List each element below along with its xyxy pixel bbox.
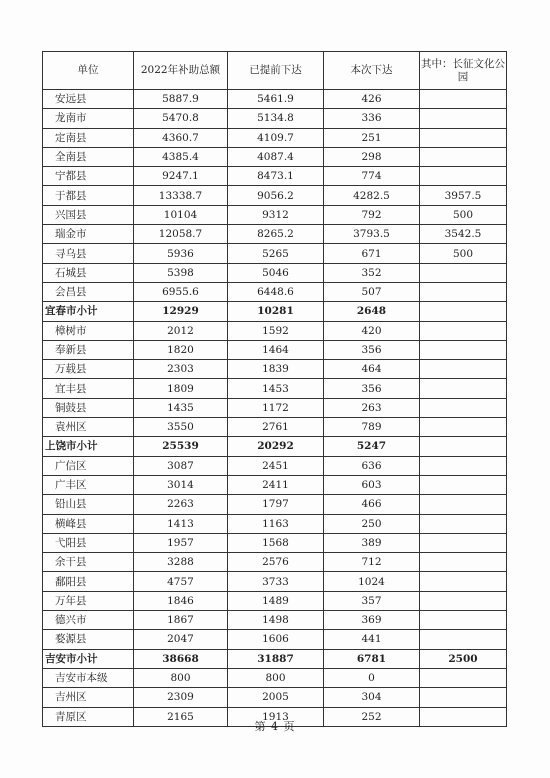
row-total: 1413 [134,514,228,533]
row-advance: 2005 [228,688,324,707]
row-long-march-park: 2500 [420,649,507,668]
row-unit-name: 万年县 [43,591,134,610]
table-row [43,379,507,398]
row-advance: 31887 [228,649,324,668]
row-current: 464 [324,360,420,379]
row-current: 441 [324,630,420,649]
row-unit-name: 定南县 [43,128,134,147]
subtotal-row [43,302,507,321]
row-unit-name: 奉新县 [43,340,134,359]
row-current: 356 [324,340,420,359]
table-row [43,321,507,340]
row-total: 1820 [134,340,228,359]
row-current: 3793.5 [324,225,420,244]
row-current: 369 [324,611,420,630]
table-row [43,147,507,166]
row-total: 9247.1 [134,167,228,186]
row-total: 5936 [134,244,228,263]
row-current: 6781 [324,649,420,668]
row-total: 2263 [134,495,228,514]
row-advance: 1606 [228,630,324,649]
row-advance: 20292 [228,437,324,456]
row-long-march-park [420,495,507,514]
row-current: 352 [324,263,420,282]
row-current: 250 [324,514,420,533]
row-unit-name: 吉安市小计 [43,649,134,668]
header-total: 2022年补助总额 [134,52,228,90]
subsidy-allocation-table [42,51,507,727]
row-long-march-park [420,147,507,166]
row-total: 2012 [134,321,228,340]
row-current: 252 [324,707,420,726]
row-advance: 6448.6 [228,282,324,301]
row-unit-name: 吉安市本级 [43,668,134,687]
row-advance: 1913 [228,707,324,726]
header-advance: 已提前下达 [228,52,324,90]
row-long-march-park [420,514,507,533]
row-total: 5470.8 [134,109,228,128]
row-unit-name: 樟树市 [43,321,134,340]
row-total: 6955.6 [134,282,228,301]
row-unit-name: 宜丰县 [43,379,134,398]
row-current: 507 [324,282,420,301]
row-total: 3087 [134,456,228,475]
row-long-march-park [420,533,507,552]
row-unit-name: 弋阳县 [43,533,134,552]
row-advance: 1172 [228,398,324,417]
row-total: 2047 [134,630,228,649]
row-advance: 1163 [228,514,324,533]
row-total: 4360.7 [134,128,228,147]
table-row [43,514,507,533]
row-unit-name: 袁州区 [43,418,134,437]
row-unit-name: 吉州区 [43,688,134,707]
row-advance: 3733 [228,572,324,591]
row-advance: 5265 [228,244,324,263]
row-advance: 2761 [228,418,324,437]
row-total: 2165 [134,707,228,726]
table-row [43,533,507,552]
table-row [43,495,507,514]
row-advance: 4087.4 [228,147,324,166]
row-total: 12929 [134,302,228,321]
header-unit: 单位 [43,52,134,90]
row-unit-name: 安远县 [43,90,134,109]
row-current: 636 [324,456,420,475]
table-row [43,360,507,379]
row-long-march-park [420,302,507,321]
row-total: 3014 [134,475,228,494]
row-long-march-park [420,591,507,610]
row-unit-name: 青原区 [43,707,134,726]
row-unit-name: 余干县 [43,553,134,572]
row-advance: 9312 [228,205,324,224]
row-advance: 9056.2 [228,186,324,205]
table-row [43,591,507,610]
table-row [43,553,507,572]
row-advance: 1453 [228,379,324,398]
row-total: 5887.9 [134,90,228,109]
table-row [43,475,507,494]
row-current: 603 [324,475,420,494]
row-advance: 5134.8 [228,109,324,128]
row-long-march-park [420,90,507,109]
table-row [43,282,507,301]
row-current: 774 [324,167,420,186]
row-total: 13338.7 [134,186,228,205]
row-advance: 1839 [228,360,324,379]
row-current: 263 [324,398,420,417]
row-total: 5398 [134,263,228,282]
row-long-march-park [420,340,507,359]
row-unit-name: 铜鼓县 [43,398,134,417]
row-current: 426 [324,90,420,109]
table-row [43,630,507,649]
row-current: 712 [324,553,420,572]
row-total: 1957 [134,533,228,552]
row-advance: 1592 [228,321,324,340]
row-advance: 10281 [228,302,324,321]
row-total: 25539 [134,437,228,456]
row-total: 1846 [134,591,228,610]
table-row [43,109,507,128]
row-unit-name: 横峰县 [43,514,134,533]
row-advance: 2451 [228,456,324,475]
table-row [43,186,507,205]
table-row [43,90,507,109]
row-unit-name: 寻乌县 [43,244,134,263]
row-total: 10104 [134,205,228,224]
row-total: 4757 [134,572,228,591]
row-long-march-park [420,611,507,630]
row-unit-name: 石城县 [43,263,134,282]
table-row [43,205,507,224]
row-current: 389 [324,533,420,552]
row-long-march-park [420,688,507,707]
table-header [43,52,507,90]
row-current: 671 [324,244,420,263]
row-long-march-park [420,437,507,456]
row-total: 3550 [134,418,228,437]
row-long-march-park: 3542.5 [420,225,507,244]
row-unit-name: 铅山县 [43,495,134,514]
table-row [43,340,507,359]
subtotal-row [43,437,507,456]
row-advance: 4109.7 [228,128,324,147]
row-long-march-park [420,553,507,572]
row-long-march-park [420,379,507,398]
row-advance: 8265.2 [228,225,324,244]
row-unit-name: 于都县 [43,186,134,205]
row-current: 1024 [324,572,420,591]
row-current: 357 [324,591,420,610]
row-long-march-park [420,128,507,147]
row-advance: 1498 [228,611,324,630]
row-long-march-park [420,456,507,475]
row-total: 1809 [134,379,228,398]
table-row [43,225,507,244]
row-unit-name: 万载县 [43,360,134,379]
row-advance: 8473.1 [228,167,324,186]
row-long-march-park [420,263,507,282]
table-row [43,244,507,263]
table-row [43,572,507,591]
row-long-march-park [420,109,507,128]
row-total: 1867 [134,611,228,630]
row-advance: 1464 [228,340,324,359]
row-unit-name: 宁都县 [43,167,134,186]
row-advance: 1489 [228,591,324,610]
row-total: 3288 [134,553,228,572]
row-current: 0 [324,668,420,687]
table-row [43,611,507,630]
row-long-march-park: 500 [420,244,507,263]
row-current: 2648 [324,302,420,321]
table-row [43,398,507,417]
row-long-march-park [420,282,507,301]
row-long-march-park [420,167,507,186]
row-current: 336 [324,109,420,128]
row-unit-name: 兴国县 [43,205,134,224]
row-unit-name: 宜春市小计 [43,302,134,321]
row-unit-name: 全南县 [43,147,134,166]
row-current: 251 [324,128,420,147]
table-row [43,167,507,186]
row-total: 1435 [134,398,228,417]
row-advance: 5046 [228,263,324,282]
row-total: 38668 [134,649,228,668]
table-row [43,688,507,707]
table-body [43,90,507,727]
row-long-march-park [420,630,507,649]
row-total: 4385.4 [134,147,228,166]
row-current: 420 [324,321,420,340]
header-row [43,52,507,90]
header-long-march-park: 其中：长征文化公园 [420,52,507,90]
row-unit-name: 婺源县 [43,630,134,649]
row-advance: 2576 [228,553,324,572]
table-row [43,668,507,687]
row-unit-name: 龙南市 [43,109,134,128]
row-unit-name: 广丰区 [43,475,134,494]
row-long-march-park [420,360,507,379]
row-advance: 2411 [228,475,324,494]
row-long-march-park [420,668,507,687]
row-long-march-park: 500 [420,205,507,224]
row-current: 466 [324,495,420,514]
header-current: 本次下达 [324,52,420,90]
row-total: 12058.7 [134,225,228,244]
row-total: 2303 [134,360,228,379]
row-current: 789 [324,418,420,437]
row-long-march-park [420,572,507,591]
row-advance: 1568 [228,533,324,552]
row-current: 304 [324,688,420,707]
subtotal-row [43,649,507,668]
row-total: 2309 [134,688,228,707]
page-number: 第 4 页 [254,720,296,733]
row-unit-name: 德兴市 [43,611,134,630]
table-row [43,418,507,437]
row-advance: 1797 [228,495,324,514]
table-row [43,456,507,475]
row-long-march-park [420,418,507,437]
row-unit-name: 广信区 [43,456,134,475]
row-current: 5247 [324,437,420,456]
row-current: 4282.5 [324,186,420,205]
row-advance: 5461.9 [228,90,324,109]
row-long-march-park [420,398,507,417]
row-long-march-park: 3957.5 [420,186,507,205]
table-row [43,128,507,147]
row-long-march-park [420,321,507,340]
row-current: 356 [324,379,420,398]
row-unit-name: 上饶市小计 [43,437,134,456]
row-current: 298 [324,147,420,166]
row-unit-name: 瑞金市 [43,225,134,244]
row-long-march-park [420,475,507,494]
row-total: 800 [134,668,228,687]
row-unit-name: 会昌县 [43,282,134,301]
row-current: 792 [324,205,420,224]
table-row [43,263,507,282]
row-advance: 800 [228,668,324,687]
row-unit-name: 鄱阳县 [43,572,134,591]
